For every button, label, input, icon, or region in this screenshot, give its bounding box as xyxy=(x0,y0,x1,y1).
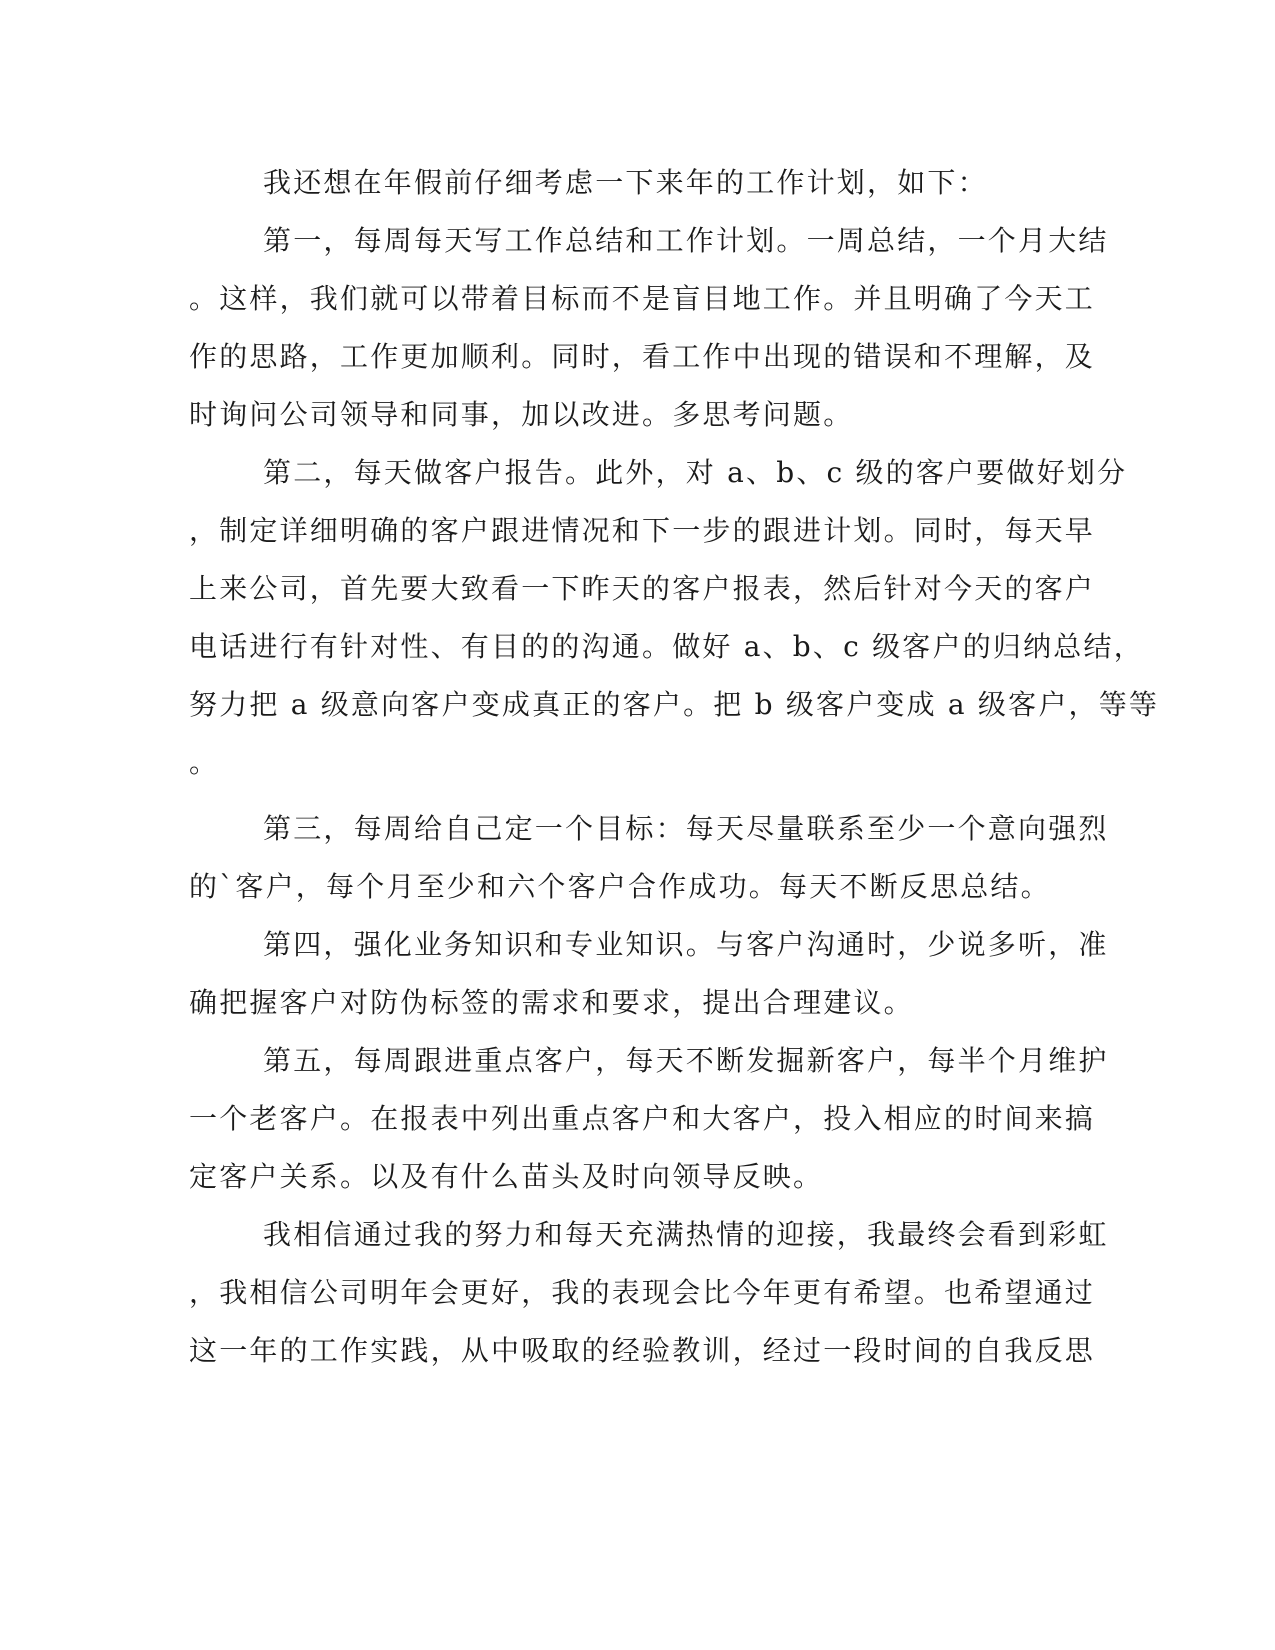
paragraph-1-line-2: 。这样，我们就可以带着目标而不是盲目地工作。并且明确了今天工 xyxy=(189,282,1096,315)
paragraph-2-line-6: 。 xyxy=(189,746,220,779)
paragraph-1-line-1: 第一，每周每天写工作总结和工作计划。一周总结，一个月大结 xyxy=(263,224,1109,257)
paragraph-4-line-1: 第四，强化业务知识和专业知识。与客户沟通时，少说多听，准 xyxy=(263,928,1109,961)
paragraph-5-line-3: 定客户关系。以及有什么苗头及时向领导反映。 xyxy=(189,1160,824,1193)
paragraph-1-line-3: 作的思路，工作更加顺利。同时，看工作中出现的错误和不理解，及 xyxy=(189,340,1096,373)
paragraph-6-line-3: 这一年的工作实践，从中吸取的经验教训，经过一段时间的自我反思 xyxy=(189,1334,1096,1367)
paragraph-5-line-2: 一个老客户。在报表中列出重点客户和大客户，投入相应的时间来搞 xyxy=(189,1102,1096,1135)
paragraph-3-line-2: 的`客户，每个月至少和六个客户合作成功。每天不断反思总结。 xyxy=(189,870,1051,903)
paragraph-1-line-4: 时询问公司领导和同事，加以改进。多思考问题。 xyxy=(189,398,854,431)
paragraph-5-line-1: 第五，每周跟进重点客户，每天不断发掘新客户，每半个月维护 xyxy=(263,1044,1109,1077)
paragraph-6-line-1: 我相信通过我的努力和每天充满热情的迎接，我最终会看到彩虹 xyxy=(263,1218,1109,1251)
paragraph-3-line-1: 第三，每周给自己定一个目标：每天尽量联系至少一个意向强烈 xyxy=(263,812,1109,845)
paragraph-intro-line-1: 我还想在年假前仔细考虑一下来年的工作计划，如下： xyxy=(263,166,988,199)
paragraph-4-line-2: 确把握客户对防伪标签的需求和要求，提出合理建议。 xyxy=(189,986,914,1019)
paragraph-2-line-4: 电话进行有针对性、有目的的沟通。做好 a、b、c 级客户的归纳总结， xyxy=(189,630,1144,663)
paragraph-2-line-5: 努力把 a 级意向客户变成真正的客户。把 b 级客户变成 a 级客户，等等 xyxy=(189,688,1160,721)
paragraph-2-line-1: 第二，每天做客户报告。此外，对 a、b、c 级的客户要做好划分 xyxy=(263,456,1128,489)
paragraph-6-line-2: ，我相信公司明年会更好，我的表现会比今年更有希望。也希望通过 xyxy=(189,1276,1096,1309)
paragraph-2-line-3: 上来公司，首先要大致看一下昨天的客户报表，然后针对今天的客户 xyxy=(189,572,1096,605)
paragraph-2-line-2: ，制定详细明确的客户跟进情况和下一步的跟进计划。同时，每天早 xyxy=(189,514,1096,547)
